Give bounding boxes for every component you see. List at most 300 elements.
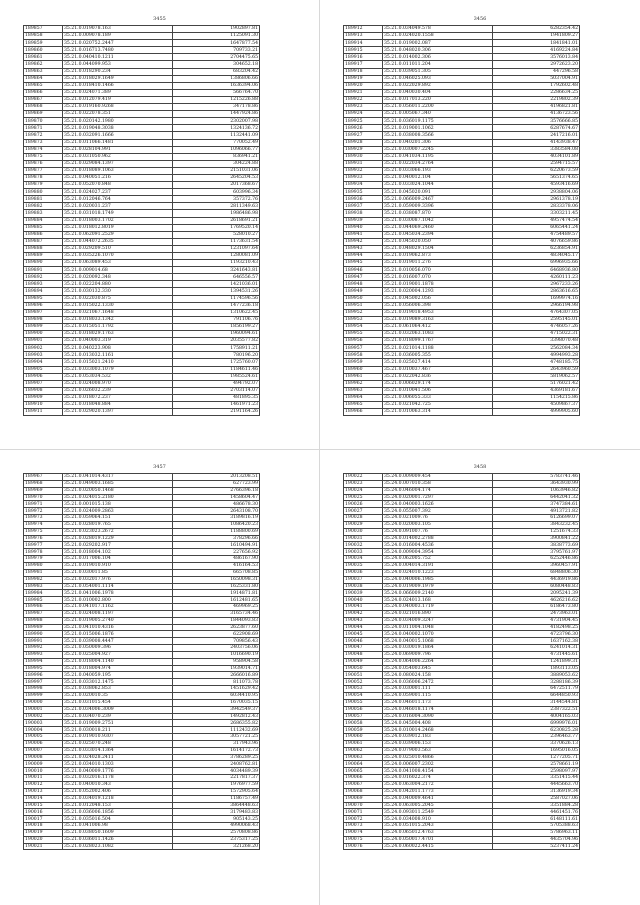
record-number-cell: 189887 [24,238,63,245]
value-cell: 2766396.18 [173,487,260,494]
cadastral-number-cell: 35.24.0.034008.910 [383,816,493,823]
value-cell: 2302007.98 [173,118,260,125]
table-row [24,203,260,210]
cadastral-number-cell: 35.21.0.006029.174 [383,380,493,387]
cadastral-number-cell: 35.24.0.063004.2172 [383,781,493,788]
value-cell: 3942549.37 [173,706,260,713]
table-row [344,281,580,288]
cadastral-number-cell: 35.21.0.056006.398 [383,302,493,309]
record-number-cell: 189931 [344,160,383,167]
cadastral-number-cell: 35.21.0.017013.220 [383,96,493,103]
value-cell: 2375317.25 [173,836,260,843]
record-number-cell: 189953 [344,316,383,323]
value-cell: 3136919.34 [493,788,580,795]
table-row [344,345,580,352]
record-number-cell: 189897 [24,309,63,316]
cadastral-number-cell: 35.21.0.029020.1397 [63,409,173,416]
record-number-cell: 189920 [344,82,383,89]
cadastral-number-cell: 35.21.0.040009.1776 [63,768,173,775]
value-cell: 3351884.28 [493,802,580,809]
value-cell: 4957474.54 [493,217,580,224]
table-row [344,89,580,96]
cadastral-number-cell: 35.21.0.024009.2863 [63,508,173,515]
record-number-cell: 189954 [344,323,383,330]
value-cell: 6442041.32 [493,494,580,501]
value-cell: 6236854.91 [493,245,580,252]
record-number-cell: 189902 [24,345,63,352]
table-row [344,474,580,481]
table-row [344,645,580,652]
table-row [24,487,260,494]
value-cell: 2191164.26 [173,409,260,416]
record-number-cell: 190028 [344,515,383,522]
cadastral-number-cell: 35.21.0.022204.880 [63,281,173,288]
table-row [24,672,260,679]
value-cell: 2017368.67 [173,182,260,189]
cadastral-number-cell: 35.24.0.024013.168 [383,597,493,604]
cadastral-number-cell: 35.21.0.020050.1468 [63,487,173,494]
record-number-cell: 189923 [344,104,383,111]
cadastral-number-cell: 35.21.0.044069.2460 [383,224,493,231]
cadastral-number-cell: 35.21.0.010041.506 [383,387,493,394]
cadastral-number-cell: 35.24.0.014002.2788 [383,535,493,542]
table-row [344,316,580,323]
cadastral-number-cell: 35.21.0.019011.276 [383,260,493,267]
table-row [344,556,580,563]
table-row [24,189,260,196]
record-number-cell: 189919 [344,75,383,82]
record-number-cell: 189999 [24,693,63,700]
value-cell: 2645204.53 [173,174,260,181]
record-number-cell: 190064 [344,761,383,768]
table-row [344,189,580,196]
record-number-cell: 189936 [344,196,383,203]
value-cell: 1610494.91 [173,542,260,549]
table-row [344,788,580,795]
table-row [24,720,260,727]
cadastral-number-cell: 35.21.0.018029.1763 [63,331,173,338]
value-cell: 4754489.57 [493,231,580,238]
record-number-cell: 189913 [344,33,383,40]
table-row [24,706,260,713]
cadastral-number-cell: 35.21.0.019078.163 [63,26,173,33]
record-number-cell: 189993 [24,651,63,658]
value-cell: 2961378.19 [493,196,580,203]
cadastral-number-cell: 35.21.0.012046.764 [63,196,173,203]
cadastral-number-cell: 35.21.0.048020.306 [383,47,493,54]
cadastral-number-cell: 35.21.0.010002.800 [63,597,173,604]
table-row [24,260,260,267]
value-cell: 1637162.38 [493,638,580,645]
cadastral-number-cell: 35.24.0.055007.392 [383,508,493,515]
record-number-cell: 189867 [24,96,63,103]
cadastral-number-cell: 35.21.0.044099.953 [63,61,173,68]
table-row [24,562,260,569]
table-row [344,274,580,281]
value-cell: 2219802.39 [493,96,580,103]
cadastral-number-cell: 35.21.0.019010.9307 [63,734,173,741]
record-number-cell: 190054 [344,693,383,700]
cadastral-number-cell: 35.21.0.022029.892 [383,82,493,89]
table-row [344,740,580,747]
cadastral-number-cell: 35.21.0.020142.1980 [63,118,173,125]
cadastral-number-cell: 35.21.0.041006.1978 [63,590,173,597]
record-number-cell: 190063 [344,754,383,761]
table-row [344,487,580,494]
value-cell: 6186473.80 [493,604,580,611]
value-cell: 357372.76 [173,196,260,203]
cadastral-number-cell: 35.21.0.020031.237 [63,203,173,210]
table-row [344,260,580,267]
cadastral-number-cell: 35.21.0.020004.1293 [383,288,493,295]
table-row [344,238,580,245]
table-row [344,394,580,401]
value-cell: 1188800.69 [173,528,260,535]
record-number-cell: 189896 [24,302,63,309]
record-number-cell: 190013 [24,788,63,795]
value-cell: 6080448.83 [493,583,580,590]
value-cell: 6065441.24 [493,224,580,231]
value-cell: 1986486.98 [173,210,260,217]
cadastral-number-cell: 35.21.0.033003.1079 [63,366,173,373]
cadastral-number-cell: 35.24.0.006007.2302 [383,761,493,768]
record-number-cell: 190016 [24,809,63,816]
record-number-cell: 190058 [344,720,383,727]
cadastral-number-cell: 35.24.0.042011.1773 [383,788,493,795]
page-top-right [320,0,640,449]
table-row [24,338,260,345]
table-row [24,658,260,665]
table-row [24,836,260,843]
record-number-cell: 189989 [24,624,63,631]
cadastral-number-cell: 35.21.0.031050.962 [63,153,173,160]
table-row [24,515,260,522]
table-row [24,359,260,366]
table-row [344,617,580,624]
record-number-cell: 189894 [24,288,63,295]
cadastral-number-cell: 35.21.0.048029.1504 [383,245,493,252]
value-cell: 3303211.45 [493,210,580,217]
table-row [344,679,580,686]
cadastral-number-cell: 35.21.0.018012.8019 [63,224,173,231]
cadastral-number-cell: 35.21.0.022034.2764 [383,160,493,167]
value-cell: 4034489.39 [173,768,260,775]
value-cell: 1792602.48 [493,82,580,89]
record-number-cell: 189992 [24,645,63,652]
record-number-cell: 190052 [344,679,383,686]
cadastral-number-cell: 35.21.0.009014.68 [63,267,173,274]
value-cell: 486167.90 [173,556,260,563]
cadastral-number-cell: 35.21.0.024027.237 [63,189,173,196]
cadastral-number-cell: 35.21.0.032017.976 [63,576,173,583]
table-row [344,196,580,203]
cadastral-number-cell: 35.21.0.046025.093 [383,75,493,82]
table-row [344,768,580,775]
record-number-cell: 190014 [24,795,63,802]
table-row [24,638,260,645]
record-number-cell: 189945 [344,260,383,267]
table-row [24,182,260,189]
record-number-cell: 189926 [344,125,383,132]
cadastral-number-cell: 35.21.0.040201.306 [383,139,493,146]
cadastral-number-cell: 35.21.0.015021.2410 [63,359,173,366]
value-cell: 905143.25 [173,816,260,823]
value-cell: 683204.42 [173,68,260,75]
table-row [344,174,580,181]
record-number-cell: 189985 [24,597,63,604]
record-number-cell: 190076 [344,843,383,850]
record-number-cell: 189961 [344,373,383,380]
data-table [23,473,260,850]
record-number-cell: 189944 [344,253,383,260]
record-number-cell: 189898 [24,316,63,323]
record-number-cell: 189890 [24,260,63,267]
cadastral-number-cell: 35.21.0.010063.314 [383,409,493,416]
table-row [24,68,260,75]
record-number-cell: 189906 [24,373,63,380]
table-row [24,665,260,672]
cadastral-number-cell: 35.24.0.040006.1985 [383,576,493,583]
table-row [24,352,260,359]
record-number-cell: 189911 [24,409,63,416]
record-number-cell: 190044 [344,624,383,631]
record-number-cell: 189960 [344,366,383,373]
value-cell: 1699974.16 [493,295,580,302]
cadastral-number-cell: 35.21.0.056011.2200 [383,104,493,111]
record-number-cell: 190075 [344,836,383,843]
cadastral-number-cell: 35.21.0.061064.412 [383,323,493,330]
value-cell: 4731445.61 [493,651,580,658]
table-row [24,167,260,174]
record-number-cell: 189975 [24,528,63,535]
record-number-cell: 190059 [344,727,383,734]
cadastral-number-cell: 35.21.0.040012.104 [383,174,493,181]
record-number-cell: 189893 [24,281,63,288]
record-number-cell: 190025 [344,494,383,501]
table-row [344,217,580,224]
table-row [24,549,260,556]
cadastral-number-cell: 35.21.0.059009.3396 [383,203,493,210]
cadastral-number-cell: 35.21.0.018048.884 [63,401,173,408]
record-number-cell: 190023 [344,480,383,487]
table-row [24,373,260,380]
value-cell: 6252446.86 [493,556,580,563]
cadastral-number-cell: 35.21.0.024071.389 [63,89,173,96]
record-number-cell: 189901 [24,338,63,345]
value-cell: 1251674.33 [493,528,580,535]
value-cell: 4990068.43 [173,823,260,830]
record-number-cell: 189938 [344,210,383,217]
value-cell: 4764307.05 [493,309,580,316]
cadastral-number-cell: 35.21.0.040051.216 [63,174,173,181]
table-row [344,231,580,238]
value-cell: 709733.21 [173,47,260,54]
table-row [344,494,580,501]
cadastral-number-cell: 35.21.0.019001.1878 [383,281,493,288]
value-cell: 1125091.30 [173,33,260,40]
value-cell: 1421036.01 [173,281,260,288]
table-row [344,843,580,850]
table-row [344,224,580,231]
page-number: 3456 [473,16,487,22]
cadastral-number-cell: 35.21.0.045034.2394 [383,231,493,238]
table-row [344,576,580,583]
table-row [24,104,260,111]
table-row [24,210,260,217]
table-row [344,734,580,741]
cadastral-number-cell: 35.21.0.032016.1178 [63,775,173,782]
value-cell: 3838773.69 [493,542,580,549]
cadastral-number-cell: 35.21.0.038087.870 [383,210,493,217]
cadastral-number-cell: 35.24.0.030001.111 [383,686,493,693]
cadastral-number-cell: 35.21.0.030018.211 [63,727,173,734]
cadastral-number-cell: 35.21.0.032063.1083 [383,331,493,338]
value-cell: 4994993.28 [493,352,580,359]
table-row [24,245,260,252]
record-number-cell: 189869 [24,111,63,118]
record-number-cell: 190051 [344,672,383,679]
cadastral-number-cell: 35.21.0.025027.414 [383,359,493,366]
value-cell: 6034410.95 [173,693,260,700]
table-row [344,295,580,302]
cadastral-number-cell: 35.21.0.066009.2467 [383,196,493,203]
record-number-cell: 190001 [24,706,63,713]
record-number-cell: 189956 [344,338,383,345]
data-table [23,25,260,416]
value-cell: 3179483.83 [173,809,260,816]
cadastral-number-cell: 35.21.0.022042.836 [383,373,493,380]
record-number-cell: 190032 [344,542,383,549]
cadastral-number-cell: 35.21.0.030132.330 [63,288,173,295]
table-row [24,345,260,352]
cadastral-number-cell: 35.21.0.035016.504 [63,816,173,823]
record-number-cell: 189964 [344,394,383,401]
page-number: 3458 [473,464,487,470]
table-row [344,323,580,330]
value-cell: 321268.20 [173,843,260,850]
record-number-cell: 189984 [24,590,63,597]
value-cell: 2704475.65 [173,54,260,61]
record-number-cell: 189966 [344,409,383,416]
record-number-cell: 189912 [344,26,383,33]
value-cell: 1394531.26 [173,288,260,295]
cadastral-number-cell: 35.21.0.035226.1070 [63,253,173,260]
value-cell: 4034101.89 [493,153,580,160]
cadastral-number-cell: 35.21.0.010037.467 [383,366,493,373]
table-row [24,288,260,295]
table-row [344,836,580,843]
table-row [344,699,580,706]
record-number-cell: 189922 [344,96,383,103]
cadastral-number-cell: 35.24.0.040003.1719 [383,604,493,611]
record-number-cell: 189880 [24,189,63,196]
value-cell: 1902897.81 [173,26,260,33]
cadastral-number-cell: 35.24.0.004014.3191 [383,562,493,569]
table-row [24,174,260,181]
value-cell: 1086420.23 [173,521,260,528]
value-cell: 1173631.54 [173,238,260,245]
value-cell: 2013208.51 [173,474,260,481]
cadastral-number-cell: 35.21.0.040223.908 [63,345,173,352]
value-cell: 6126699.07 [493,515,580,522]
table-row [344,118,580,125]
table-row [344,125,580,132]
table-row [24,111,260,118]
value-cell: 811073.78 [173,679,260,686]
table-row [24,823,260,830]
value-cell: 1670035.15 [173,699,260,706]
value-cell: 2938804.06 [493,189,580,196]
value-cell: 2686355.82 [173,720,260,727]
table-row [344,167,580,174]
record-number-cell: 190009 [24,761,63,768]
table-row [24,604,260,611]
record-number-cell: 190046 [344,638,383,645]
value-cell: 4715022.31 [493,331,580,338]
table-row [344,727,580,734]
cadastral-number-cell: 35.21.0.025070.248 [63,740,173,747]
record-number-cell: 190038 [344,583,383,590]
value-cell: 5037004.91 [493,75,580,82]
record-number-cell: 189888 [24,245,63,252]
record-number-cell: 189861 [24,54,63,61]
data-table [343,25,580,416]
table-row [24,26,260,33]
table-row [344,139,580,146]
table-row [24,583,260,590]
table-row [344,380,580,387]
table-row [344,338,580,345]
cadastral-number-cell: 35.21.0.006055.333 [383,394,493,401]
cadastral-number-cell: 35.24.0.019009.1979 [383,583,493,590]
table-row [24,829,260,836]
record-number-cell: 189974 [24,521,63,528]
cadastral-number-cell: 35.21.0.013032.1161 [63,352,173,359]
record-number-cell: 189881 [24,196,63,203]
table-row [24,727,260,734]
cadastral-number-cell: 35.21.0.062091.2529 [63,231,173,238]
cadastral-number-cell: 35.24.0.060022.4415 [383,843,493,850]
cadastral-number-cell: 35.24.0.040003.1626 [383,501,493,508]
record-number-cell: 190003 [24,720,63,727]
value-cell: 958904.58 [173,658,260,665]
table-row [344,309,580,316]
value-cell: 2811349.63 [173,203,260,210]
value-cell: 2587027.06 [493,795,580,802]
value-cell: 5783741.46 [493,474,580,481]
table-row [24,132,260,139]
value-cell: 646556.57 [173,274,260,281]
record-number-cell: 189982 [24,576,63,583]
table-row [24,323,260,330]
value-cell: 3576666.85 [493,118,580,125]
value-cell: 3643930.99 [493,480,580,487]
cadastral-number-cell: 35.21.0.041010.4316 [63,624,173,631]
record-number-cell: 190036 [344,569,383,576]
record-number-cell: 189914 [344,40,383,47]
cadastral-number-cell: 35.21.0.019048.3038 [63,125,173,132]
cadastral-number-cell: 35.24.0.091007.76 [383,528,493,535]
record-number-cell: 190043 [344,617,383,624]
value-cell: 1461971.23 [173,401,260,408]
value-cell: 3398070.48 [493,338,580,345]
cadastral-number-cell: 35.21.0.030087.1042 [383,217,493,224]
value-cell: 1386806.66 [173,75,260,82]
value-cell: 1844093.83 [173,617,260,624]
value-cell: 3165734.46 [173,610,260,617]
value-cell: 4436919.86 [493,576,580,583]
value-cell: 4593416.69 [493,182,580,189]
